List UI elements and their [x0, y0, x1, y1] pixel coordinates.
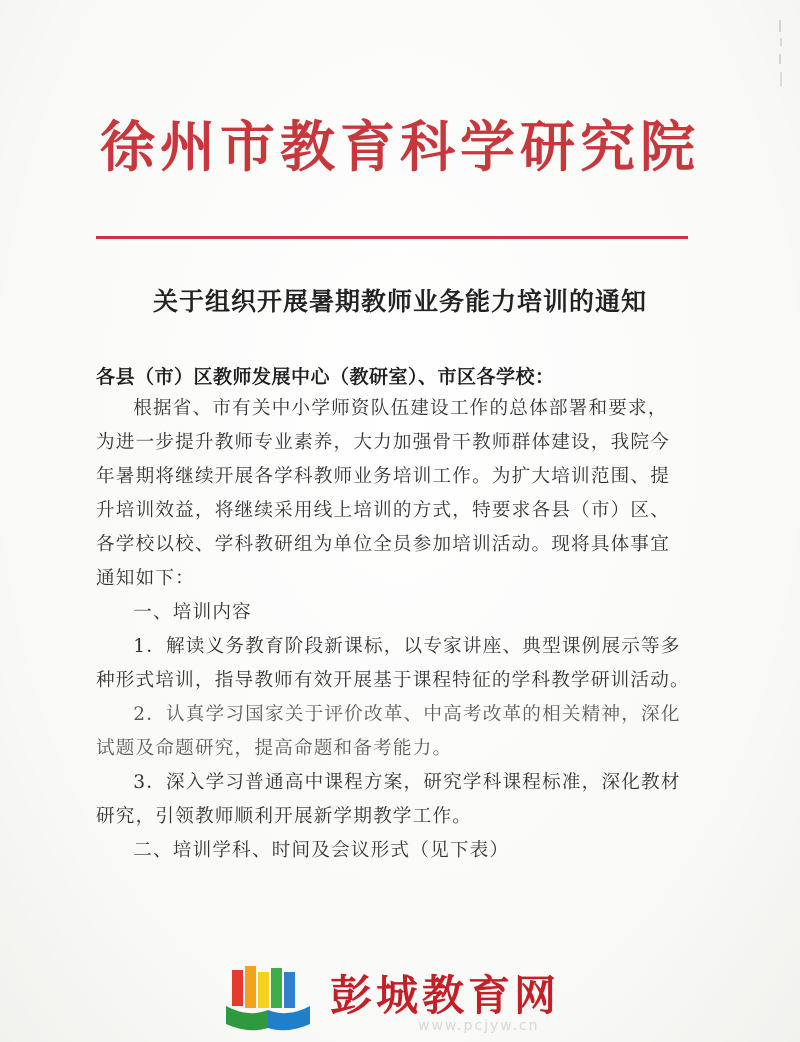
intro-line: 通知如下： — [96, 568, 195, 589]
intro-line: 升培训效益，将继续采用线上培训的方式，特要求各县（市）区、 — [96, 500, 671, 521]
item-1-line: 1．解读义务教育阶段新课标，以专家讲座、典型课例展示等多 — [133, 636, 681, 657]
letterhead-red-rule — [96, 236, 688, 239]
footer-site-name: 彭城教育网 — [330, 971, 561, 1020]
footer-watermark-url: www.pcjyw.cn — [418, 1018, 540, 1034]
notice-addressee: 各县（市）区教师发展中心（教研室）、市区各学校： — [96, 366, 555, 388]
item-1-line: 种形式培训，指导教师有效开展基于课程特征的学科教学研训活动。 — [96, 670, 690, 691]
item-3-line: 研究，引领教师顺利开展新学期教学工作。 — [96, 806, 473, 827]
notice-title: 关于组织开展暑期教师业务能力培训的通知 — [152, 287, 647, 316]
item-2-line: 2．认真学习国家关于评价改革、中高考改革的相关精神，深化 — [133, 704, 681, 725]
book-icon — [222, 962, 318, 1032]
intro-paragraph — [96, 392, 712, 596]
notice-body — [96, 392, 712, 868]
intro-line: 根据省、市有关中小学师资队伍建设工作的总体部署和要求， — [133, 398, 668, 419]
scan-edge-mark — [776, 20, 786, 90]
intro-line: 年暑期将继续开展各学科教师业务培训工作。为扩大培训范围、提 — [96, 466, 671, 487]
intro-line: 各学校以校、学科教研组为单位全员参加培训活动。现将具体事宜 — [96, 534, 671, 555]
section-1-heading: 一、培训内容 — [133, 602, 252, 623]
section-2-heading: 二、培训学科、时间及会议形式（见下表） — [133, 840, 510, 861]
section-1 — [96, 596, 712, 834]
item-2-line: 试题及命题研究，提高命题和备考能力。 — [96, 738, 453, 759]
section-2 — [96, 834, 712, 868]
intro-line: 为进一步提升教师专业素养，大力加强骨干教师群体建设，我院今 — [96, 432, 671, 453]
org-letterhead-title: 徐州市教育科学研究院 — [99, 114, 700, 179]
item-3-line: 3．深入学习普通高中课程方案，研究学科课程标准，深化教材 — [133, 772, 681, 793]
